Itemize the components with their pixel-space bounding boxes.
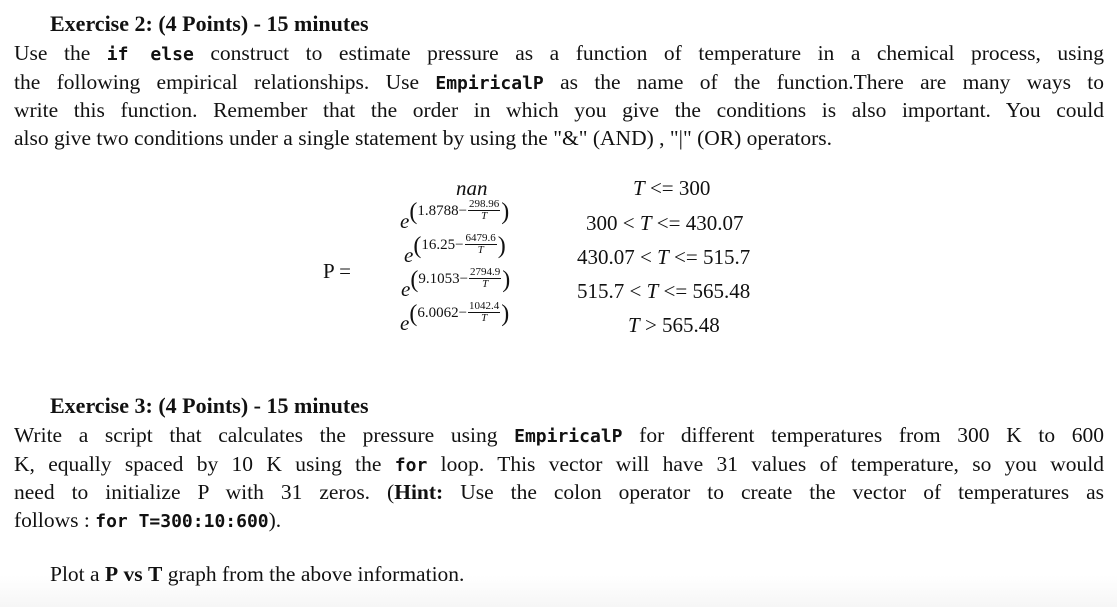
hint-label: Hint:	[394, 480, 444, 504]
exercise-3-line-4: follows : for T=300:10:600).	[14, 507, 282, 532]
case-condition-5: T > 565.48	[628, 313, 720, 337]
code-if-else: if else	[106, 44, 194, 65]
case-condition-3: 430.07 < T <= 515.7	[577, 245, 751, 269]
plot-instruction: Plot a P vs T graph from the above information.	[50, 562, 465, 586]
exercise-3-title: Exercise 3: (4 Points) - 15 minutes	[50, 393, 369, 418]
exercise-2-line-1: Use the if else construct to estimate pressure as a function of temperature in a chemical process, using	[14, 41, 1104, 65]
case-value-exp-1: e(1.8788− $\frac{298.96}{T}$ )	[400, 197, 510, 233]
exercise-3-line-3: need to initialize P with 31 zeros. (Hint: Use the colon operator to create the vector of temperatures as	[14, 480, 1105, 504]
case-value-exp-2: e(16.25− $\frac{6479.6}{T}$ )	[404, 231, 506, 267]
exercise-2-line-4: also give two conditions under a single statement by using the "&" (AND) , "|" (OR) operators.	[14, 125, 833, 150]
code-for: for	[394, 454, 428, 476]
case-value-nan: nan	[456, 176, 488, 200]
case-value-exp-4: e(6.0062− $\frac{1042.4}{T}$ )	[400, 299, 510, 335]
exercise-3-line-1: Write a script that calculates the pressure using EmpiricalP for different temperatures from 300 K to 600	[14, 423, 1104, 447]
exercise-2-line-3: write this function. Remember that the order in which you give the conditions is also important. You could	[14, 98, 1104, 122]
exercise-3-line-2: K, equally spaced by 10 K using the for loop. This vector will have 31 values of temperature, so you would	[14, 451, 1105, 476]
code-empiricalp: EmpiricalP	[514, 426, 623, 447]
exercise-2-line-2: the following empirical relationships. Use EmpiricalP as the name of the function.There are many ways to	[14, 69, 1104, 94]
case-value-exp-3: e(9.1053− $\frac{2794.9}{T}$ )	[401, 265, 511, 301]
case-condition-1: T <= 300	[633, 176, 711, 200]
code-empiricalp: EmpiricalP	[435, 72, 544, 94]
exercise-2-title: Exercise 2: (4 Points) - 15 minutes	[50, 11, 369, 36]
case-condition-4: 515.7 < T <= 565.48	[577, 279, 751, 303]
exercise-3-body	[14, 422, 1104, 535]
case-condition-2: 300 < T <= 430.07	[586, 211, 744, 235]
equation-lhs: P =	[323, 259, 351, 283]
code-for-loop: for T=300:10:600	[95, 510, 269, 532]
